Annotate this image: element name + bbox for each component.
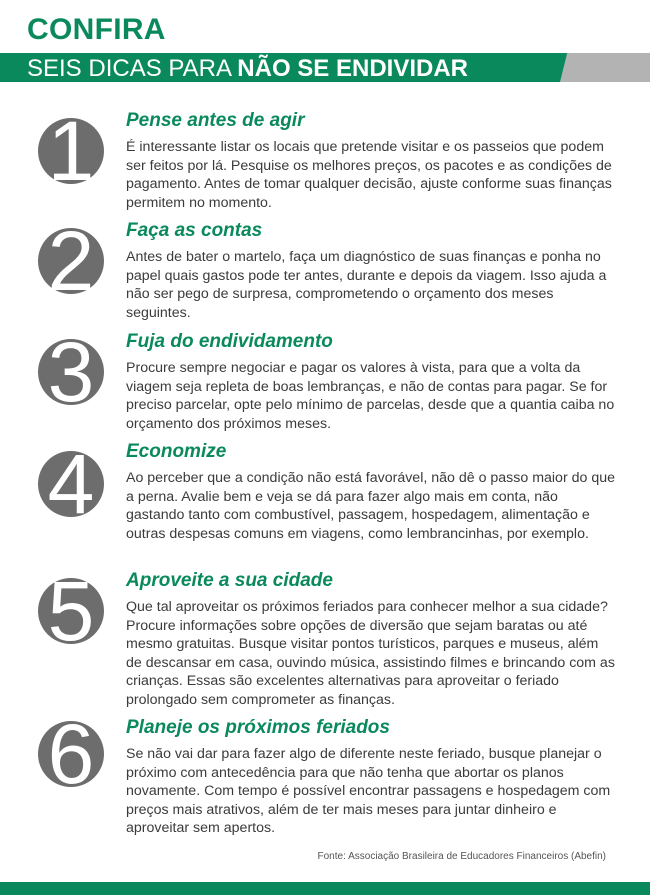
tip-text: Ao perceber que a condição não está favorável, não dê o passo maior do que a perna. Avalie bem e veja se dá para fazer algo mais em conta, não gastando tanto com combustível, passagem, hospedagem, alimentação e outras despesas comuns em viagens, como lembrancinhas, por exemplo. [126,470,616,542]
number-digit: 4 [47,441,95,527]
source-note: Fonte: Associação Brasileira de Educadores Financeiros (Abefin) [317,851,606,862]
number-digit: 1 [47,108,95,194]
tip-text: Antes de bater o martelo, faça um diagnóstico de suas finanças e ponha no papel quais gastos pode ter antes, durante e depois da viagem. Isso ajuda a não ser pego de surpresa, comprometendo o orçamento dos meses seguintes. [126,249,607,321]
tip-title: Aproveite a sua cidade [126,570,333,591]
subtitle [27,55,468,83]
subtitle-bar-gray-tab [560,53,650,82]
number-circle-6 [38,711,104,797]
tip-text: Procure sempre negociar e pagar os valores à vista, para que a volta da viagem seja repleta de boas lembranças, e não de contas para pagar. Se for preciso parcelar, opte pelo mínimo de parcelas, desde que a quantia caiba no orçamento dos próximos meses. [126,360,615,432]
tip-title: Pense antes de agir [126,110,305,131]
subtitle-regular: SEIS DICAS PARA [27,55,238,82]
tip-title: Economize [126,441,227,462]
number-circle-2 [38,218,104,304]
tip-title: Fuja do endividamento [126,331,333,352]
page-title: CONFIRA [27,13,166,46]
subtitle-bold: NÃO SE ENDIVIDAR [237,55,468,82]
tip-text: Se não vai dar para fazer algo de diferente neste feriado, busque planejar o próximo com antecedência para que não tenha que abortar os planos novamente. Com tempo é possível encontrar passagens e hospedagem com preços mais atrativos, além de ter mais meses para juntar dinheiro e aproveitar sem apertos. [126,746,611,837]
number-digit: 3 [47,329,95,415]
number-circle-5 [38,568,104,654]
footer-bar [0,882,650,895]
tip-title: Faça as contas [126,220,263,241]
tip-text: Que tal aproveitar os próximos feriados para conhecer melhor a sua cidade? Procure informações sobre opções de diversão que sejam baratas ou até mesmo gratuitas. Busque visitar pontos turísticos, parques e museus, além de descansar em casa, ouvindo música, assistindo filmes e brincando com as crianças. Essas são excelentes alternativas para aproveitar o feriado prolongado sem comprometer as finanças. [126,599,615,708]
number-circle-3 [38,329,104,415]
number-digit: 5 [47,568,95,654]
tip-text: É interessante listar os locais que pretende visitar e os passeios que podem ser feitos por lá. Pesquise os melhores preços, os pacotes e as condições de pagamento. Antes de tomar qualquer decisão, ajuste conforme suas finanças permitem no momento. [126,139,612,211]
number-digit: 2 [47,218,95,304]
number-circle-1 [38,108,104,194]
number-digit: 6 [47,711,95,797]
number-circle-4 [38,441,104,527]
tip-title: Planeje os próximos feriados [126,717,390,738]
